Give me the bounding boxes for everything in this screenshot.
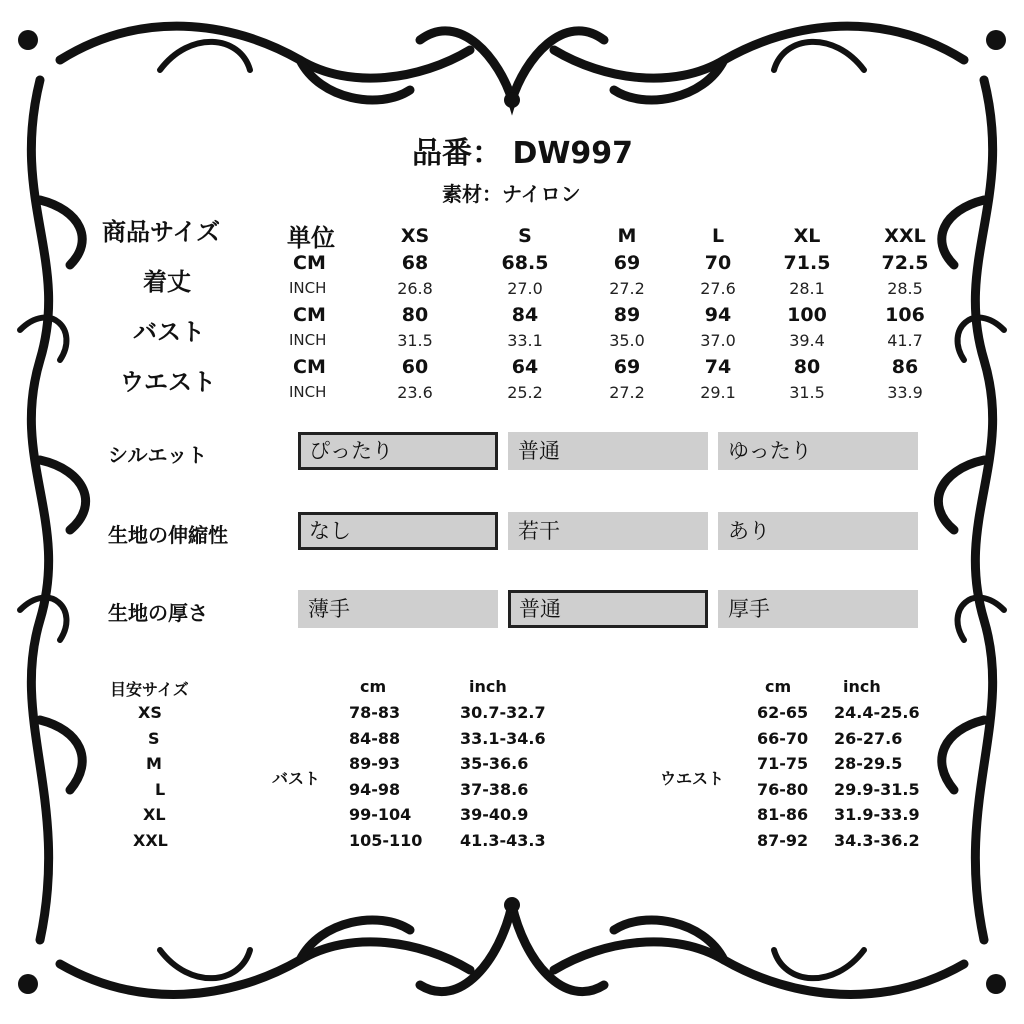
cell-inch: 29.1 <box>700 383 736 402</box>
guide-size-m: M <box>146 754 162 773</box>
cell-inch: 37.0 <box>700 331 736 350</box>
guide-size-xxl: XXL <box>133 831 168 850</box>
guide-waist-cm-header: cm <box>765 677 792 696</box>
right-scroll-ornament <box>938 80 1004 940</box>
cell-inch: 26.8 <box>397 279 433 298</box>
cell-cm: 71.5 <box>783 252 831 274</box>
row-label-length: 着丈 <box>143 268 191 296</box>
guide-waist-cm: 76-80 <box>757 780 809 799</box>
cell-inch: 33.9 <box>887 383 923 402</box>
material-text: 素材：ナイロン <box>442 182 581 206</box>
attr-label-silhouette: シルエット <box>108 443 208 467</box>
cell-cm: 68 <box>401 252 429 274</box>
cell-inch: 23.6 <box>397 383 433 402</box>
attr-label-stretch: 生地の伸縮性 <box>108 523 228 547</box>
guide-bust-inch: 33.1-34.6 <box>460 729 546 748</box>
size-header-xs: XS <box>400 225 430 247</box>
cell-inch: 27.0 <box>507 279 543 298</box>
cell-inch: 41.7 <box>887 331 923 350</box>
thickness-option-thick: 厚手 <box>718 590 918 628</box>
cell-cm: 80 <box>793 356 821 378</box>
cell-cm: 69 <box>613 252 641 274</box>
guide-waist-inch: 28-29.5 <box>834 754 903 773</box>
guide-bust-label: バスト <box>272 769 321 788</box>
unit-cm: CM <box>293 252 326 274</box>
cell-inch: 28.5 <box>887 279 923 298</box>
thickness-option-normal: 普通 <box>508 590 708 628</box>
cell-cm: 84 <box>511 304 539 326</box>
guide-size-xl: XL <box>143 805 166 824</box>
bottom-scroll-ornament <box>60 905 964 994</box>
unit-header: 単位 <box>287 224 335 252</box>
unit-inch: INCH <box>289 331 327 349</box>
guide-title: 目安サイズ <box>110 680 189 699</box>
guide-bust-cm-header: cm <box>360 677 387 696</box>
silhouette-option-fitted: ぴったり <box>298 432 498 470</box>
cell-cm: 72.5 <box>881 252 929 274</box>
size-header-m: M <box>617 225 637 247</box>
cell-inch: 31.5 <box>397 331 433 350</box>
guide-bust-cm: 99-104 <box>349 805 412 824</box>
guide-waist-cm: 87-92 <box>757 831 809 850</box>
left-scroll-ornament <box>20 80 86 940</box>
size-header-xxl: XXL <box>884 225 926 247</box>
guide-waist-inch: 34.3-36.2 <box>834 831 920 850</box>
size-table-title: 商品サイズ <box>102 218 221 246</box>
stretch-option-yes: あり <box>718 512 918 550</box>
guide-bust-cm: 89-93 <box>349 754 401 773</box>
unit-inch: INCH <box>289 279 327 297</box>
stretch-option-none: なし <box>298 512 498 550</box>
cell-cm: 106 <box>885 304 925 326</box>
guide-bust-cm: 94-98 <box>349 780 401 799</box>
cell-inch: 35.0 <box>609 331 645 350</box>
unit-cm: CM <box>293 356 326 378</box>
guide-bust-cm: 78-83 <box>349 703 401 722</box>
cell-cm: 64 <box>511 356 539 378</box>
cell-inch: 27.2 <box>609 279 645 298</box>
cell-cm: 80 <box>401 304 429 326</box>
guide-waist-inch: 24.4-25.6 <box>834 703 920 722</box>
attr-label-thickness: 生地の厚さ <box>108 601 208 625</box>
cell-cm: 100 <box>787 304 827 326</box>
stretch-option-slight: 若干 <box>508 512 708 550</box>
cell-inch: 39.4 <box>789 331 825 350</box>
guide-waist-cm: 66-70 <box>757 729 809 748</box>
guide-waist-inch: 31.9-33.9 <box>834 805 920 824</box>
silhouette-option-loose: ゆったり <box>718 432 918 470</box>
row-label-bust: バスト <box>133 318 205 346</box>
cell-inch: 28.1 <box>789 279 825 298</box>
cell-cm: 89 <box>613 304 641 326</box>
thickness-option-thin: 薄手 <box>298 590 498 628</box>
cell-cm: 74 <box>704 356 732 378</box>
top-scroll-ornament <box>60 26 964 100</box>
size-header-l: L <box>711 225 725 247</box>
cell-cm: 60 <box>401 356 429 378</box>
cell-cm: 69 <box>613 356 641 378</box>
cell-inch: 31.5 <box>789 383 825 402</box>
row-label-waist: ウエスト <box>120 368 216 396</box>
guide-waist-cm: 71-75 <box>757 754 809 773</box>
guide-waist-cm: 62-65 <box>757 703 809 722</box>
guide-bust-inch: 37-38.6 <box>460 780 529 799</box>
guide-waist-inch: 29.9-31.5 <box>834 780 920 799</box>
cell-cm: 68.5 <box>501 252 549 274</box>
cell-inch: 25.2 <box>507 383 543 402</box>
guide-bust-inch: 35-36.6 <box>460 754 529 773</box>
guide-bust-inch: 30.7-32.7 <box>460 703 546 722</box>
cell-cm: 70 <box>704 252 732 274</box>
guide-bust-cm: 105-110 <box>349 831 423 850</box>
guide-size-s: S <box>148 729 160 748</box>
unit-inch: INCH <box>289 383 327 401</box>
cell-cm: 86 <box>891 356 919 378</box>
cell-inch: 27.6 <box>700 279 736 298</box>
size-header-xl: XL <box>793 225 821 247</box>
guide-bust-inch-header: inch <box>469 677 507 696</box>
silhouette-option-normal: 普通 <box>508 432 708 470</box>
guide-bust-inch: 41.3-43.3 <box>460 831 546 850</box>
guide-waist-inch: 26-27.6 <box>834 729 903 748</box>
size-header-s: S <box>518 225 532 247</box>
guide-waist-label: ウエスト <box>660 769 725 788</box>
guide-size-l: L <box>155 780 166 799</box>
cell-cm: 94 <box>704 304 732 326</box>
product-number: 品番： DW997 <box>412 136 634 171</box>
guide-waist-cm: 81-86 <box>757 805 809 824</box>
guide-waist-inch-header: inch <box>843 677 881 696</box>
guide-size-xs: XS <box>138 703 162 722</box>
cell-inch: 33.1 <box>507 331 543 350</box>
guide-bust-cm: 84-88 <box>349 729 401 748</box>
guide-bust-inch: 39-40.9 <box>460 805 529 824</box>
cell-inch: 27.2 <box>609 383 645 402</box>
unit-cm: CM <box>293 304 326 326</box>
